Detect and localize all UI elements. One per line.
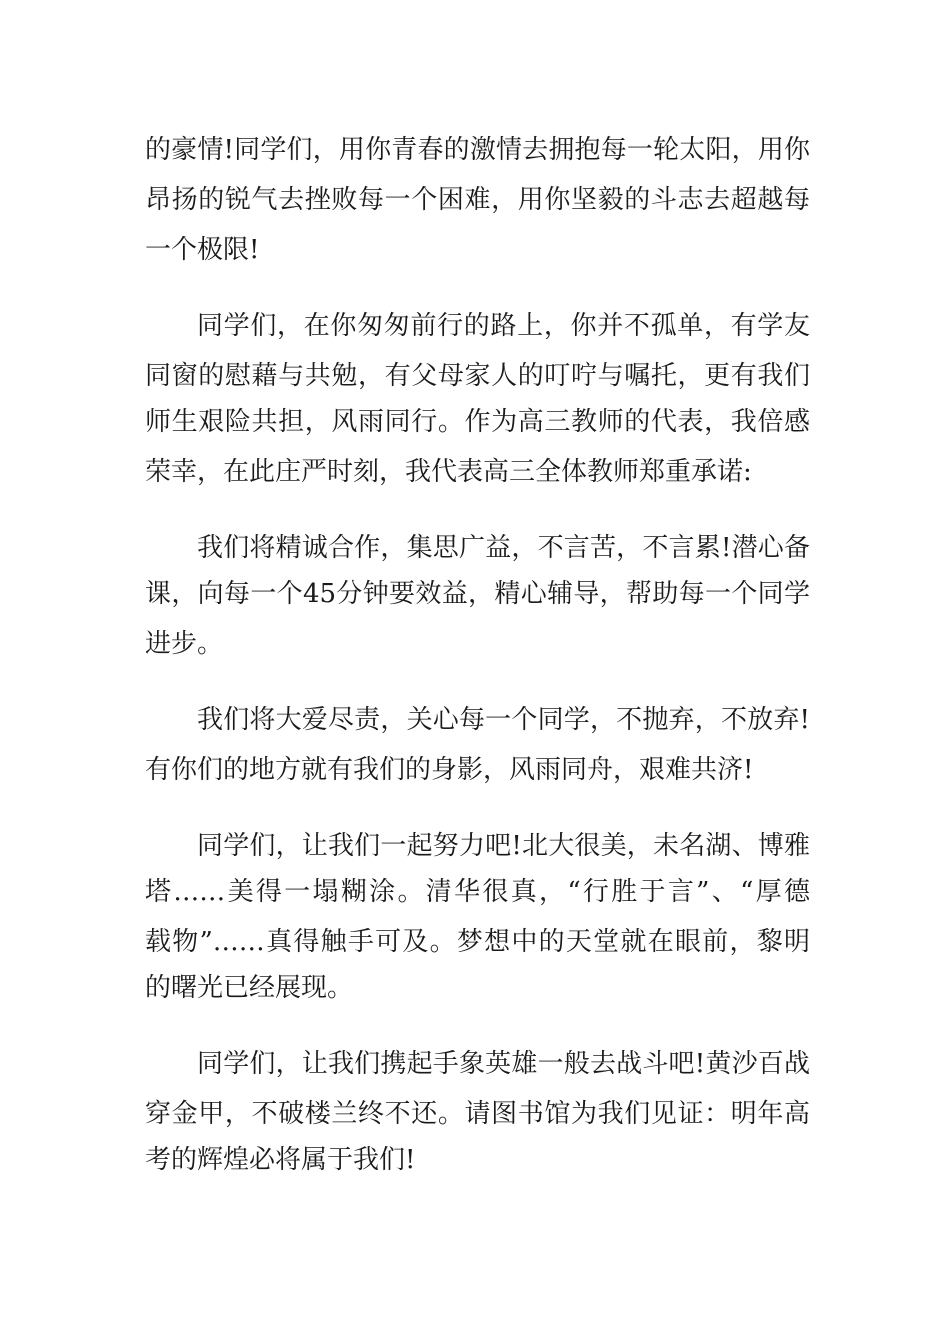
paragraph-5-line-3: 载物”……真得触手可及。梦想中的天堂就在眼前，黎明 [145,927,810,957]
paragraph-6-line-1: 同学们，让我们携起手象英雄一般去战斗吧!黄沙百战 [197,1049,810,1079]
paragraph-3-line-3: 进步。 [145,629,224,659]
paragraph-5-line-4: 的曙光已经展现。 [145,973,354,1003]
paragraph-1-line-1: 的豪情!同学们，用你青春的激情去拥抱每一轮太阳，用你 [145,135,810,165]
paragraph-4-line-1: 我们将大爱尽责，关心每一个同学，不抛弃，不放弃! [197,705,810,735]
paragraph-6-line-2: 穿金甲，不破楼兰终不还。请图书馆为我们见证：明年高 [145,1099,810,1129]
paragraph-4-line-2: 有你们的地方就有我们的身影，风雨同舟，艰难共济! [145,755,754,785]
paragraph-2-line-3: 师生艰险共担，风雨同行。作为高三教师的代表，我倍感 [145,407,810,437]
paragraph-2-line-4: 荣幸，在此庄严时刻，我代表高三全体教师郑重承诺: [145,457,752,487]
paragraph-2-line-1: 同学们，在你匆匆前行的路上，你并不孤单，有学友 [197,311,810,341]
paragraph-5-line-2: 塔……美得一塌糊涂。清华很真，“行胜于言”、“厚德 [145,877,810,907]
paragraph-2-line-2: 同窗的慰藉与共勉，有父母家人的叮咛与嘱托，更有我们 [145,361,810,391]
paragraph-6-line-3: 考的辉煌必将属于我们! [145,1145,416,1175]
paragraph-3-line-2: 课，向每一个45分钟要效益，精心辅导，帮助每一个同学 [145,579,810,609]
paragraph-3-line-1: 我们将精诚合作，集思广益，不言苦，不言累!潜心备 [197,533,810,563]
paragraph-5-line-1: 同学们，让我们一起努力吧!北大很美，未名湖、博雅 [197,831,810,861]
paragraph-1-line-3: 一个极限! [145,235,260,265]
paragraph-1-line-2: 昂扬的锐气去挫败每一个困难，用你坚毅的斗志去超越每 [145,185,810,215]
